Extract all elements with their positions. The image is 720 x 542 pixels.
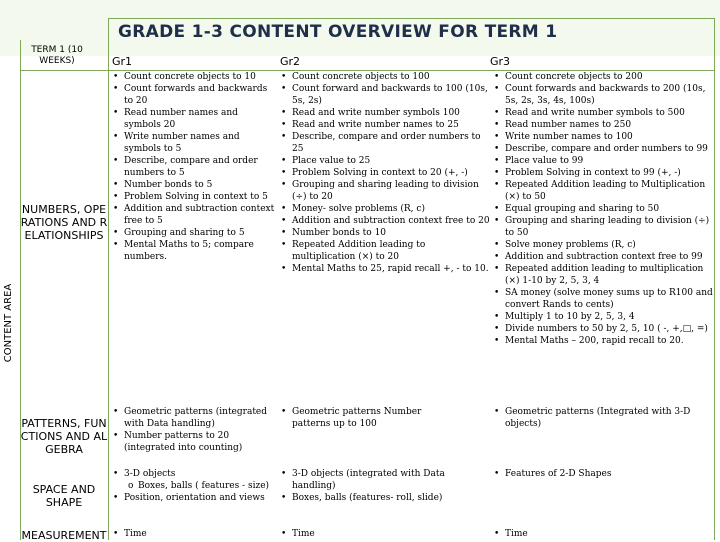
patterns-gr3-cell: [493, 406, 713, 430]
list-item: • Grouping and sharing leading to division (÷) to 50: [493, 215, 713, 239]
list-item: • Addition and subtraction context free to 20: [280, 215, 490, 227]
list-item: • Repeated Addition leading to Multiplication (×) to 50: [493, 179, 713, 203]
list-item: • Position, orientation and views: [112, 492, 277, 504]
list-item: • Count concrete objects to 200: [493, 71, 713, 83]
list-item: • Problem Solving in context to 5: [112, 191, 277, 203]
list-item: • Features of 2-D Shapes: [493, 468, 713, 480]
list-item: • Grouping and sharing leading to division (÷) to 20: [280, 179, 490, 203]
numbers-category-label: NUMBERS, OPERATIONS AND RELATIONSHIPS: [20, 203, 108, 242]
list-item: • Count forward and backwards to 100 (10s, 5s, 2s): [280, 83, 490, 107]
measurement-gr1-cell: [112, 528, 277, 540]
list-item: • 3-D objects (integrated with Data handling): [280, 468, 465, 492]
list-item: • Divide numbers to 50 by 2, 5, 10 ( -, +,□, =): [493, 323, 713, 335]
list-item: • Number bonds to 10: [280, 227, 490, 239]
grid-line: [108, 18, 109, 540]
list-item: • Problem Solving in context to 20 (+, -): [280, 167, 490, 179]
patterns-gr2-cell: [280, 406, 450, 430]
list-item: • Mental Maths – 200, rapid recall to 20.: [493, 335, 713, 347]
list-item: • SA money (solve money sums up to R100 and convert Rands to cents): [493, 287, 713, 311]
list-item: • Boxes, balls (features- roll, slide): [280, 492, 465, 504]
grid-line: [20, 40, 21, 540]
list-item: • Write number names to 100: [493, 131, 713, 143]
list-item: • Time: [280, 528, 445, 540]
list-item: • Multiply 1 to 10 by 2, 5, 3, 4: [493, 311, 713, 323]
space-gr3-cell: [493, 468, 713, 480]
list-item: • Describe, compare and order numbers to 5: [112, 155, 277, 179]
list-item: • Geometric patterns (integrated with Data handling): [112, 406, 277, 430]
list-item: • Number patterns to 20 (integrated into counting): [112, 430, 277, 454]
list-item: • Number bonds to 5: [112, 179, 277, 191]
list-item: • Addition and subtraction context free to 5: [112, 203, 277, 227]
measurement-gr3-cell: [493, 528, 658, 540]
list-item: • Addition and subtraction context free to 99: [493, 251, 713, 263]
numbers-gr3-cell: [493, 71, 713, 347]
list-item: • Problem Solving in context to 99 (+, -): [493, 167, 713, 179]
list-item: • Time: [493, 528, 658, 540]
list-item: • Read and write number symbols to 500: [493, 107, 713, 119]
space-gr1-cell: [112, 468, 277, 504]
list-item: • Money- solve problems (R, c): [280, 203, 490, 215]
term-label: TERM 1 (10 WEEKS): [31, 45, 83, 66]
patterns-gr1-cell: [112, 406, 277, 454]
list-item: • Read number names and symbols 20: [112, 107, 277, 131]
list-item: • Mental Maths to 25, rapid recall +, - to 10.: [280, 263, 490, 275]
list-item: • Describe, compare and order numbers to 99: [493, 143, 713, 155]
list-item: • Geometric patterns Number patterns up to 100: [280, 406, 450, 430]
list-item: • Time: [112, 528, 277, 540]
space-gr2-cell: [280, 468, 465, 504]
list-item: • Mental Maths to 5; compare numbers.: [112, 239, 277, 263]
list-item: • Write number names and symbols to 5: [112, 131, 277, 155]
list-item: • Repeated Addition leading to multiplication (×) to 20: [280, 239, 490, 263]
grid-line: [108, 18, 715, 19]
list-item: • Count concrete objects to 10: [112, 71, 277, 83]
list-item: • 3-D objects: [112, 468, 277, 480]
numbers-gr2-cell: [280, 71, 490, 275]
list-item: • Read and write number symbols 100: [280, 107, 490, 119]
list-item: • Count forwards and backwards to 20: [112, 83, 277, 107]
list-item: • Describe, compare and order numbers to 25: [280, 131, 490, 155]
grade-3-heading: Gr3: [490, 55, 511, 68]
page-title: GRADE 1-3 CONTENT OVERVIEW FOR TERM 1: [118, 22, 558, 42]
measurement-category-label: MEASUREMENT: [21, 529, 107, 542]
list-item: • Equal grouping and sharing to 50: [493, 203, 713, 215]
list-item: • Read number names to 250: [493, 119, 713, 131]
list-item: • Count forwards and backwards to 200 (10s, 5s, 2s, 3s, 4s, 100s): [493, 83, 713, 107]
list-item: • Place value to 25: [280, 155, 490, 167]
list-item: • Count concrete objects to 100: [280, 71, 490, 83]
list-item: • Geometric patterns (Integrated with 3-D objects): [493, 406, 713, 430]
list-item: o Boxes, balls ( features - size): [112, 480, 277, 492]
list-item: • Grouping and sharing to 5: [112, 227, 277, 239]
patterns-category-label: PATTERNS, FUNCTIONS AND ALGEBRA: [20, 417, 108, 456]
list-item: • Repeated addition leading to multiplication (×) 1-10 by 2, 5, 3, 4: [493, 263, 713, 287]
measurement-gr2-cell: [280, 528, 445, 540]
content-area-label: CONTENT AREA: [3, 283, 14, 363]
grade-2-heading: Gr2: [280, 55, 301, 68]
numbers-gr1-cell: [112, 71, 277, 263]
list-item: • Read and write number names to 25: [280, 119, 490, 131]
list-item: • Solve money problems (R, c): [493, 239, 713, 251]
grade-1-heading: Gr1: [112, 55, 133, 68]
list-item: • Place value to 99: [493, 155, 713, 167]
space-category-label: SPACE AND SHAPE: [32, 483, 96, 509]
grid-line: [714, 18, 715, 540]
